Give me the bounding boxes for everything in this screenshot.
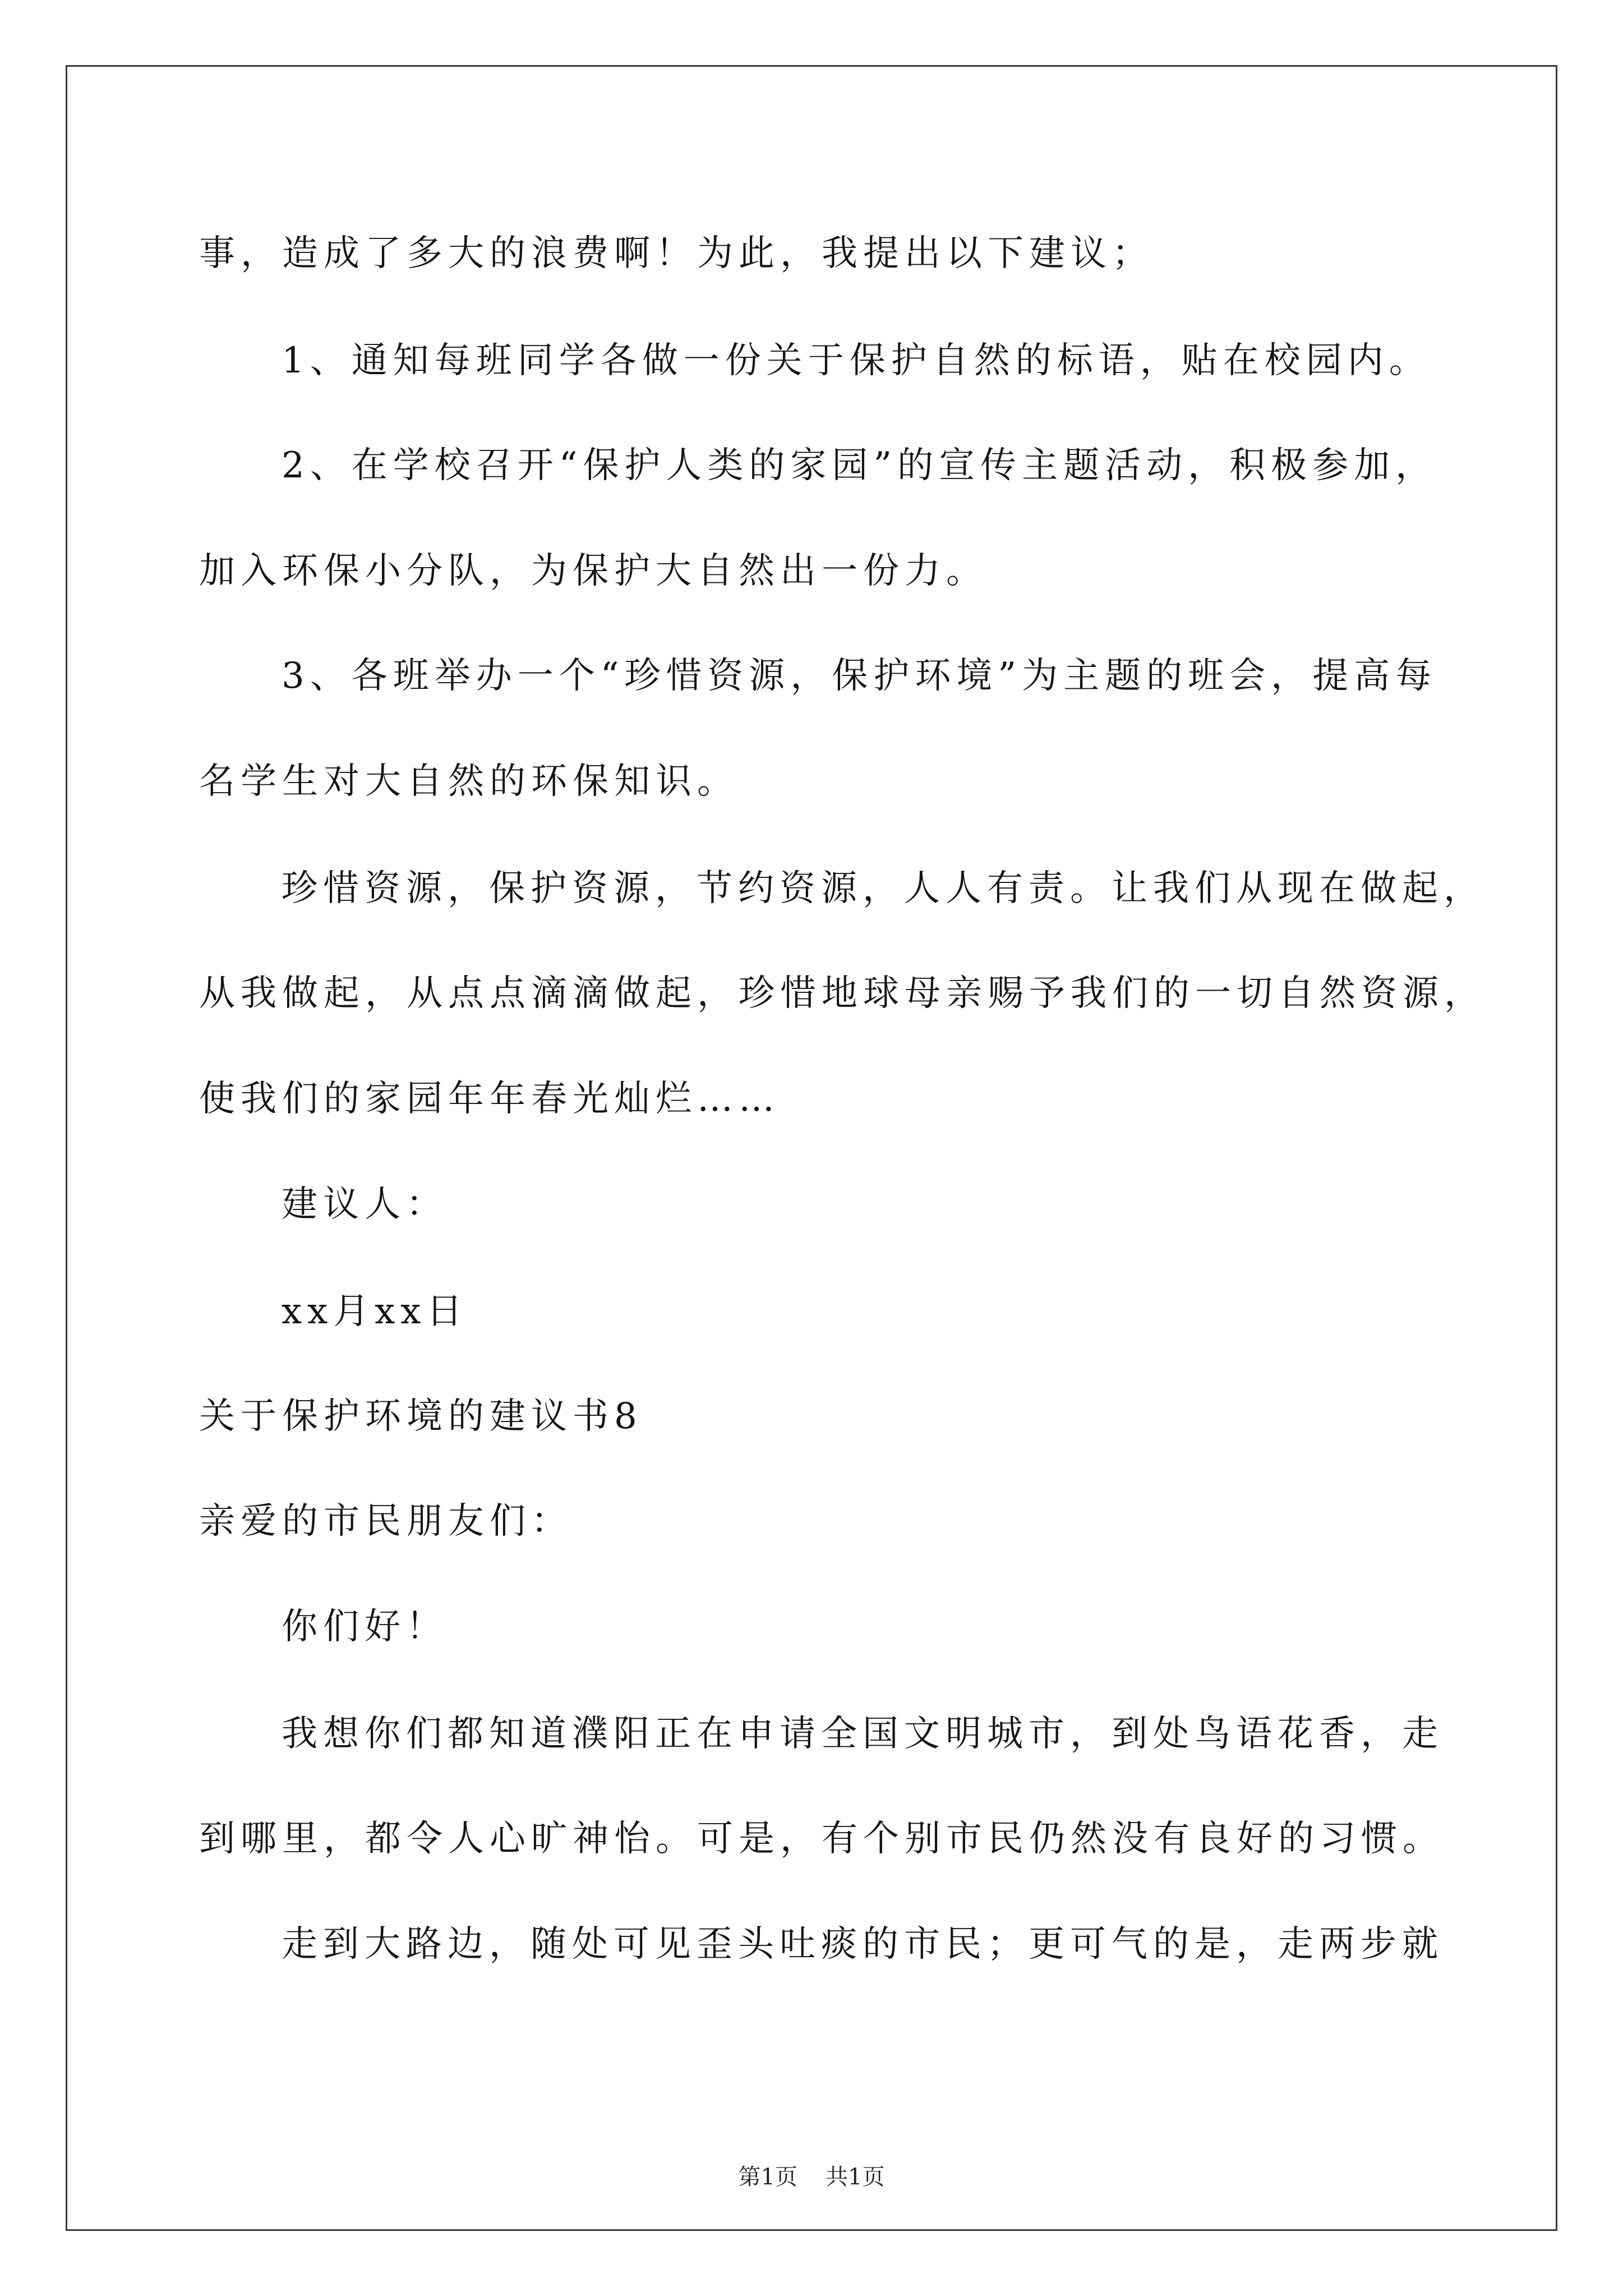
section-title: 关于保护环境的建议书8 <box>199 1396 643 1437</box>
page-footer <box>0 2163 1623 2191</box>
paragraph-line: 珍惜资源，保护资源，节约资源，人人有责。让我们从现在做起， <box>282 868 1485 909</box>
page-border <box>66 65 1557 2231</box>
paragraph-line: 3、各班举办一个“珍惜资源，保护环境”为主题的班会，提高每 <box>282 655 1437 697</box>
paragraph-line: 加入环保小分队，为保护大自然出一份力。 <box>199 550 988 592</box>
paragraph-line: 2、在学校召开“保护人类的家园”的宣传主题活动，积极参加， <box>282 445 1437 486</box>
paragraph-line: 走到大路边，随处可见歪头吐痰的市民；更可气的是，走两步就 <box>282 1924 1444 1965</box>
greeting: 你们好！ <box>282 1606 448 1648</box>
paragraph-line: 事，造成了多大的浪费啊！为此，我提出以下建议； <box>199 233 1154 274</box>
paragraph-line: 我想你们都知道濮阳正在申请全国文明城市，到处鸟语花香，走 <box>282 1713 1444 1755</box>
date-line: xx月xx日 <box>282 1291 468 1332</box>
paragraph-line: 1、通知每班同学各做一份关于保护自然的标语，贴在校园内。 <box>282 340 1431 381</box>
paragraph-line: 使我们的家园年年春光灿烂…… <box>199 1078 780 1120</box>
paragraph-line: 到哪里，都令人心旷神怡。可是，有个别市民仍然没有良好的习惯。 <box>199 1818 1444 1860</box>
paragraph-line: 从我做起，从点点滴滴做起，珍惜地球母亲赐予我们的一切自然资源， <box>199 973 1486 1014</box>
page-total: 共1页 <box>826 2164 885 2190</box>
paragraph-line: 名学生对大自然的环保知识。 <box>199 761 739 802</box>
salutation: 亲爱的市民朋友们： <box>199 1501 573 1542</box>
page-number: 第1页 <box>738 2164 797 2190</box>
signature-label: 建议人： <box>282 1184 448 1225</box>
